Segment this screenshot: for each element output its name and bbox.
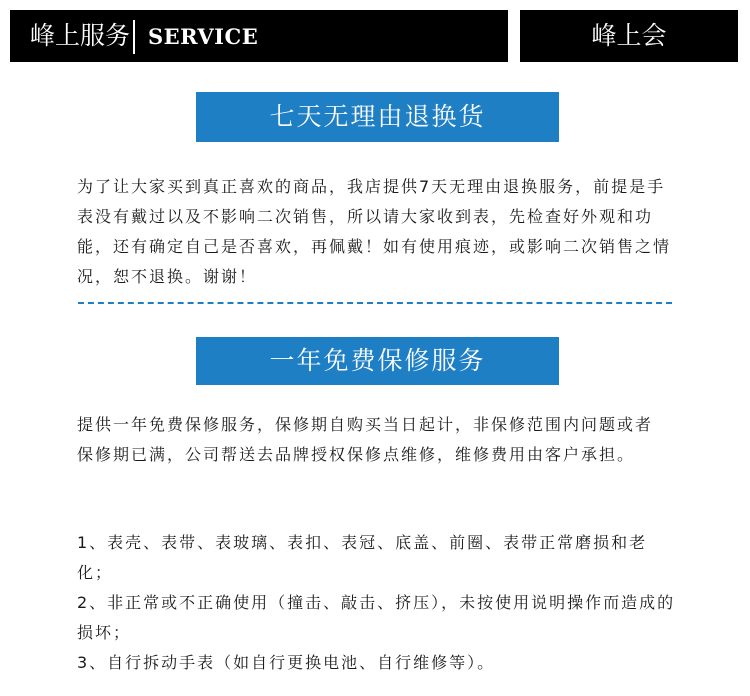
warranty-text: 提供一年免费保修服务，保修期自购买当日起计，非保修范围内问题或者保修期已满，公司帮送去品牌授权保修点维修，维修费用由客户承担。 — [77, 415, 654, 464]
warranty-exclusion-list — [77, 528, 677, 678]
warranty-banner: 一年免费保修服务 — [196, 337, 559, 385]
brand-title: 峰上服务 — [30, 21, 131, 50]
list-item: 3、自行拆动手表（如自行更换电池、自行维修等）。 — [77, 653, 496, 672]
service-label: SERVICE — [148, 24, 259, 49]
club-link[interactable]: 峰上会 — [591, 21, 667, 50]
bottom-fade — [0, 676, 750, 696]
return-policy-text: 为了让大家买到真正喜欢的商品，我店提供7天无理由退换服务，前提是手表没有戴过以及不影响二次销售，所以请大家收到表，先检查好外观和功能，还有确定自己是否喜欢，再佩戴！如有使用痕迹，或影响二次销售之情况，恕不退换。谢谢！ — [77, 177, 672, 286]
service-header-bar — [10, 10, 508, 62]
return-policy-banner: 七天无理由退换货 — [196, 92, 559, 142]
section-divider — [78, 302, 672, 304]
club-header-bar[interactable] — [520, 10, 738, 62]
faded-text-ghost — [78, 500, 178, 520]
list-item: 2、非正常或不正确使用（撞击、敲击、挤压），未按使用说明操作而造成的损坏； — [77, 593, 676, 642]
list-item: 1、表壳、表带、表玻璃、表扣、表冠、底盖、前圈、表带正常磨损和老化； — [77, 533, 648, 582]
header-divider — [133, 20, 135, 54]
